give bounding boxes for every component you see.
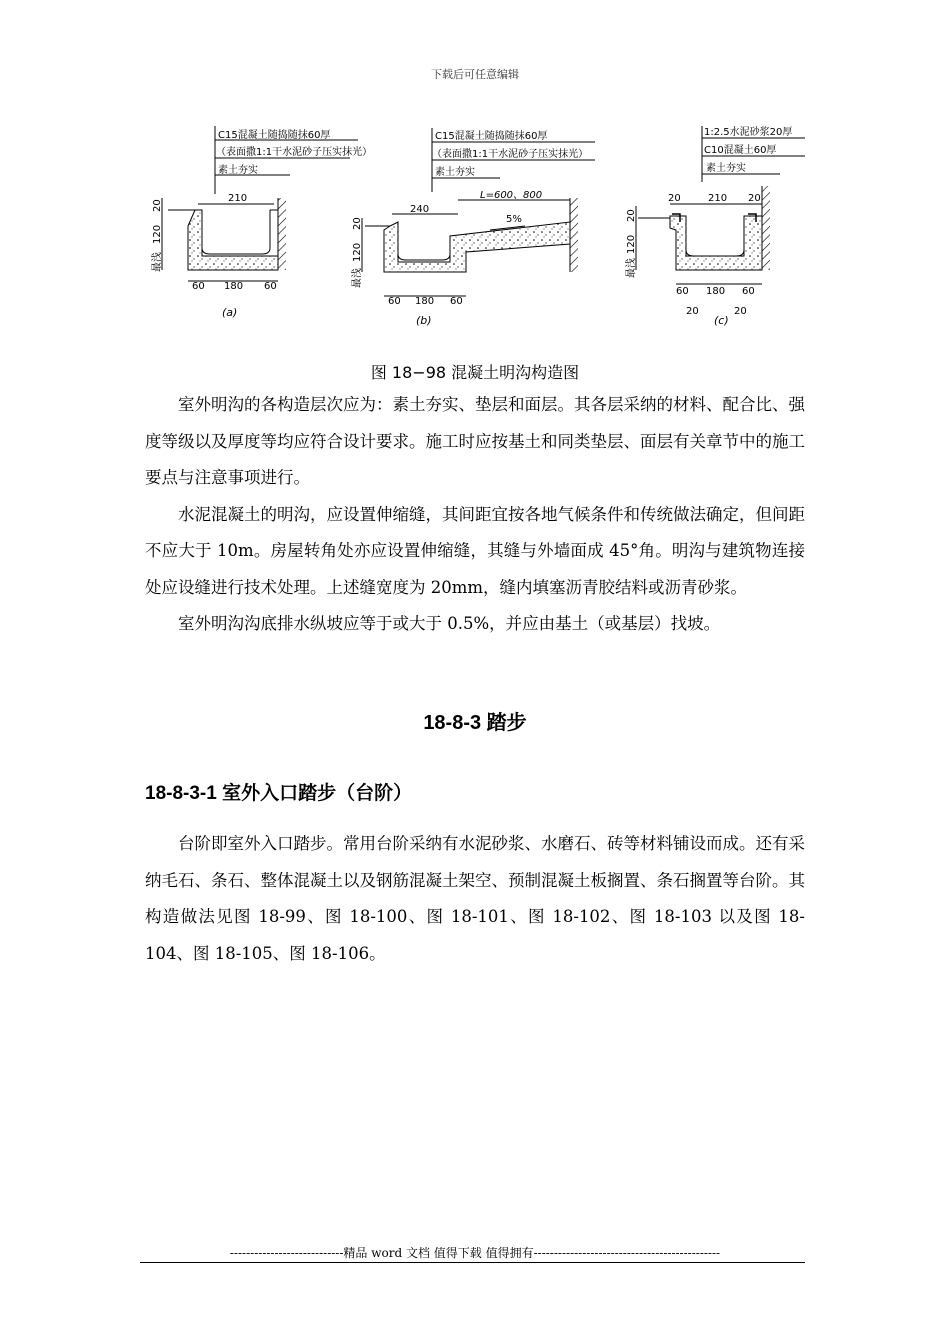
dim-b-bottom: 180 (415, 296, 435, 307)
dim-c-h2: 120 (626, 234, 637, 254)
label-c-2: C10混凝土60厚 (704, 145, 777, 156)
paragraph: 水泥混凝土的明沟，应设置伸缩缝，其间距宜按各地气候条件和传统做法确定，但间距不应大于 10m。房屋转角处亦应设置伸缩缝，其缝与外墙面成 45°角。明沟与建筑物连接处应设缝进行技术处理。上述缝宽度为 20mm，缝内填塞沥青胶结料或沥青砂浆。 (145, 504, 805, 597)
dim-c-bl: 20 (686, 306, 699, 317)
dim-a-left: 60 (192, 281, 205, 292)
dim-b-slope: 5% (506, 214, 522, 225)
label-b-2: （表面撒1:1干水泥砂子压实抹光） (432, 149, 589, 160)
figure-18-98 (140, 126, 820, 341)
dim-b-left: 60 (388, 296, 401, 307)
tag-b: (b) (416, 314, 432, 327)
figure-caption: 图 18−98 混凝土明沟构造图 (370, 363, 580, 382)
label-c-1: 1:2.5水泥砂浆20厚 (704, 127, 793, 138)
dim-a-right: 60 (264, 281, 277, 292)
paragraph: 室外明沟的各构造层次应为：素土夯实、垫层和面层。其各层采纳的材料、配合比、强度等级以及厚度等均应符合设计要求。施工时应按基土和同类垫层、面层有关章节中的施工要点与注意事项进行。 (145, 395, 805, 487)
tag-a: (a) (222, 306, 238, 319)
drawing-c (624, 126, 805, 327)
drawing-b (350, 128, 595, 327)
drawing-a (150, 126, 372, 319)
tag-c: (c) (714, 314, 729, 327)
page-header: 下载后可任意编辑 (431, 68, 519, 81)
paragraph: 台阶即室外入口踏步。常用台阶采纳有水泥砂浆、水磨石、砖等材料铺设而成。还有采纳毛石、条石、整体混凝土以及钢筋混凝土架空、预制混凝土板搁置、条石搁置等台阶。其构造做法见图 18-99、图 18-100、图 18-101、图 18-102、图 18-103 以及图 18-104、图 18-105、图 18-106。 (145, 834, 805, 963)
dim-b-span: L=600、800 (480, 190, 543, 201)
dim-a-bottom: 180 (224, 281, 244, 292)
subsection-title: 18-8-3-1 室外入口踏步（台阶） (145, 783, 413, 804)
dim-a-h2: 120 (152, 224, 163, 244)
dim-a-depth: 最浅 (152, 252, 163, 272)
ditch-section-drawings (140, 126, 820, 341)
paragraph: 室外明沟沟底排水纵坡应等于或大于 0.5%，并应由基土（或基层）找坡。 (178, 614, 721, 633)
label-c-3: 素土夯实 (706, 163, 746, 174)
label-a-3: 素土夯实 (218, 165, 258, 176)
footer-rule (140, 1262, 805, 1263)
dim-c-tl: 20 (668, 193, 681, 204)
dim-c-tr: 20 (748, 193, 761, 204)
dim-a-top: 210 (228, 193, 248, 204)
dim-b-top: 240 (410, 204, 430, 215)
dim-c-top: 210 (708, 193, 728, 204)
dim-a-h1: 20 (152, 199, 163, 212)
dim-c-br: 20 (734, 306, 747, 317)
label-b-1: C15混凝土随捣随抹60厚 (435, 131, 548, 142)
dim-b-h2: 120 (352, 242, 363, 262)
dim-b-depth: 最浅 (352, 268, 363, 288)
section-title: 18-8-3 踏步 (423, 712, 527, 734)
label-a-1: C15混凝土随捣随抹60厚 (218, 130, 331, 141)
dim-c-right: 60 (742, 286, 755, 297)
body-section-2 (145, 826, 805, 972)
body-section-1 (145, 387, 805, 643)
label-b-3: 素土夯实 (435, 167, 475, 178)
page-footer: ----------------------------精品 word 文档 值得下载 值得拥有---------------------------------------------- (229, 1246, 721, 1260)
label-a-2: （表面撒1:1干水泥砂子压实抹光） (216, 147, 373, 158)
dim-c-bottom: 180 (706, 286, 726, 297)
dim-c-depth: 最浅 (626, 258, 637, 278)
dim-c-left: 60 (676, 286, 689, 297)
dim-b-right: 60 (450, 296, 463, 307)
dim-b-h1: 20 (352, 217, 363, 230)
dim-c-h1: 20 (626, 209, 637, 222)
